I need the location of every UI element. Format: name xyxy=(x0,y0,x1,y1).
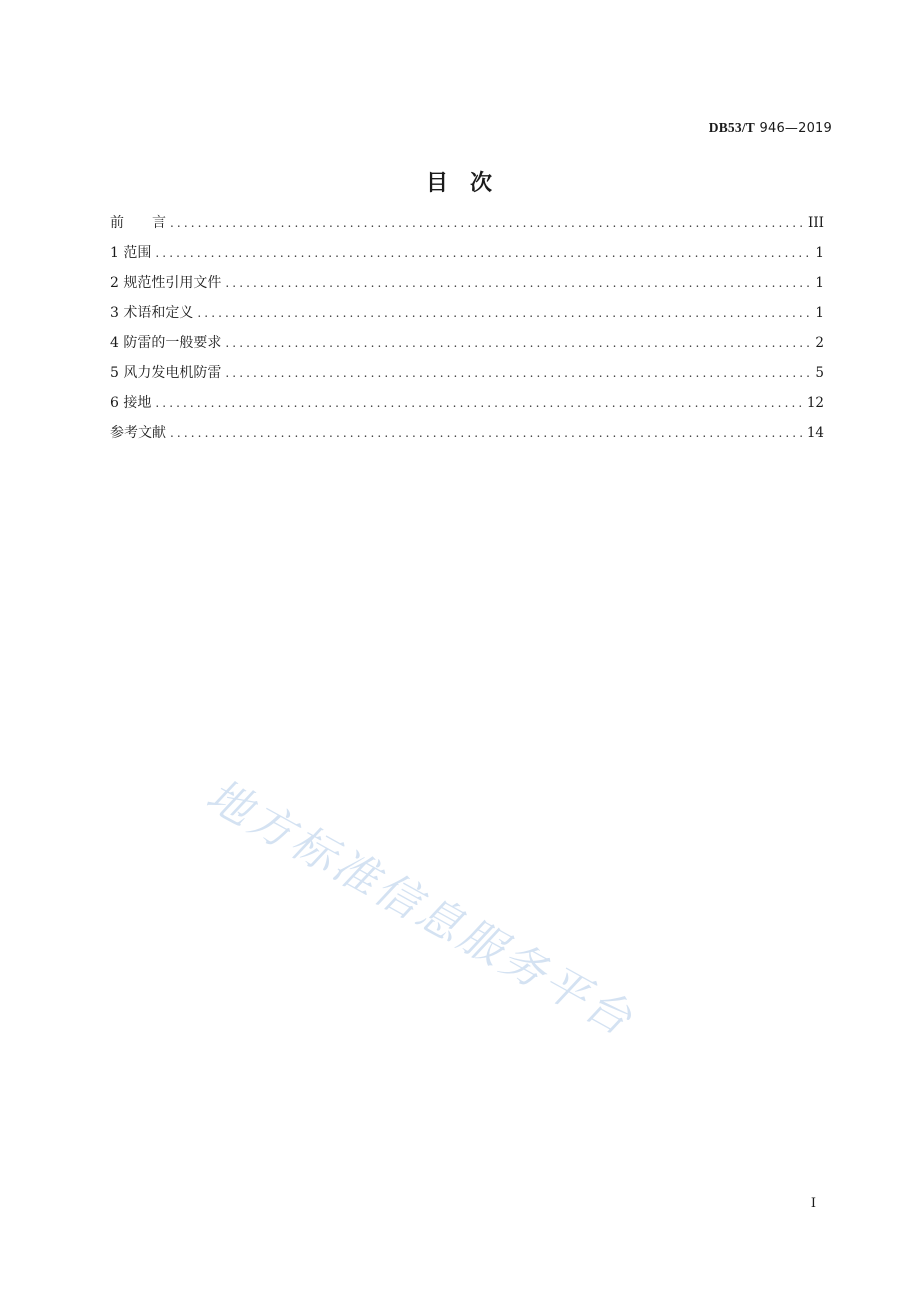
toc-entry-label: 参考文献 xyxy=(110,425,166,441)
dot-leader xyxy=(225,268,811,298)
toc-entry-label: 接地 xyxy=(123,395,152,411)
toc-entry-number: 3 xyxy=(110,305,124,321)
toc-entry-number: 6 xyxy=(110,395,124,411)
toc-entry-page: III xyxy=(808,215,824,231)
toc-entry-number: 2 xyxy=(110,275,124,291)
dot-leader xyxy=(225,328,811,358)
toc-entry-terms-definitions[interactable] xyxy=(110,298,824,328)
toc-entry-number: 4 xyxy=(110,335,124,351)
toc-entry-scope[interactable] xyxy=(110,238,824,268)
dot-leader xyxy=(170,418,803,448)
toc-title-part1: 目 xyxy=(425,171,450,196)
toc-entry-label: 防雷的一般要求 xyxy=(123,335,222,351)
toc-entry-label: 术语和定义 xyxy=(123,305,194,321)
toc-entry-label: 规范性引用文件 xyxy=(123,275,222,291)
dot-leader xyxy=(170,208,804,238)
toc-entry-page: 2 xyxy=(815,335,824,351)
toc-title xyxy=(0,166,920,197)
toc-entry-page: 5 xyxy=(815,365,824,381)
toc-list xyxy=(110,208,824,448)
toc-entry-page: 1 xyxy=(815,305,824,321)
toc-entry-page: 12 xyxy=(806,395,824,411)
toc-entry-page: 14 xyxy=(806,425,824,441)
toc-entry-label: 风力发电机防雷 xyxy=(123,365,222,381)
dot-leader xyxy=(197,298,811,328)
document-code-prefix: DB53/T xyxy=(708,120,755,135)
toc-entry-number: 1 xyxy=(110,245,124,261)
document-code-number: 946—2019 xyxy=(759,121,832,136)
page-number: I xyxy=(810,1196,816,1211)
toc-title-part2: 次 xyxy=(470,171,495,196)
dot-leader xyxy=(155,388,802,418)
document-code xyxy=(709,120,832,136)
toc-entry-bibliography[interactable] xyxy=(110,418,824,448)
toc-entry-label: 范围 xyxy=(123,245,152,261)
toc-entry-page: 1 xyxy=(815,245,824,261)
toc-entry-normative-references[interactable] xyxy=(110,268,824,298)
toc-entry-page: 1 xyxy=(815,275,824,291)
toc-entry-grounding[interactable] xyxy=(110,388,824,418)
dot-leader xyxy=(225,358,811,388)
toc-entry-label: 前 言 xyxy=(110,215,166,231)
dot-leader xyxy=(155,238,811,268)
toc-entry-general-requirements[interactable] xyxy=(110,328,824,358)
toc-entry-number: 5 xyxy=(110,365,124,381)
watermark-text: 地方标准信息服务平台 xyxy=(197,769,643,1047)
toc-entry-preface[interactable] xyxy=(110,208,824,238)
toc-entry-wind-turbine[interactable] xyxy=(110,358,824,388)
